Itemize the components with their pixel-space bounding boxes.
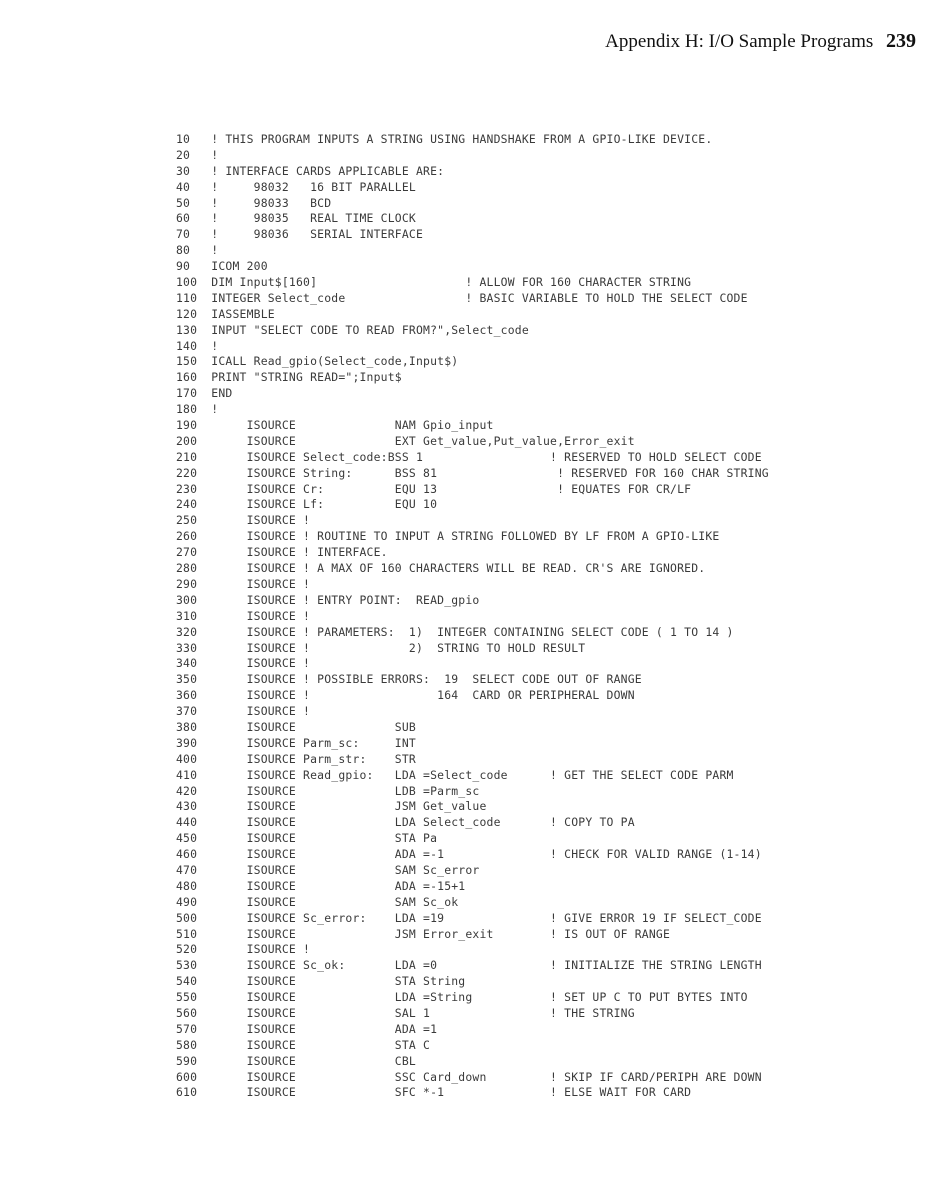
code-line: 320 ISOURCE ! PARAMETERS: 1) INTEGER CONTAINING SELECT CODE ( 1 TO 14 ) (176, 624, 734, 639)
code-line: 510 ISOURCE JSM Error_exit ! IS OUT OF RANGE (176, 926, 671, 941)
code-line: 230 ISOURCE Cr: EQU 13 ! EQUATES FOR CR/LF (176, 481, 692, 496)
code-line: 480 ISOURCE ADA =-15+1 (176, 878, 466, 893)
code-line: 100 DIM Input$[160] ! ALLOW FOR 160 CHARACTER STRING (176, 275, 692, 290)
code-line: 90 ICOM 200 (176, 259, 268, 274)
code-line: 390 ISOURCE Parm_sc: INT (176, 735, 416, 750)
code-line: 70 ! 98036 SERIAL INTERFACE (176, 227, 424, 242)
code-line: 360 ISOURCE ! 164 CARD OR PERIPHERAL DOWN (176, 688, 635, 703)
code-line: 300 ISOURCE ! ENTRY POINT: READ_gpio (176, 592, 480, 607)
code-line: 580 ISOURCE STA C (176, 1037, 431, 1052)
code-line: 60 ! 98035 REAL TIME CLOCK (176, 211, 416, 226)
code-line: 330 ISOURCE ! 2) STRING TO HOLD RESULT (176, 640, 586, 655)
code-line: 40 ! 98032 16 BIT PARALLEL (176, 179, 416, 194)
code-line: 570 ISOURCE ADA =1 (176, 1021, 438, 1036)
code-line: 120 IASSEMBLE (176, 306, 275, 321)
code-line: 10 ! THIS PROGRAM INPUTS A STRING USING HANDSHAKE FROM A GPIO-LIKE DEVICE. (176, 132, 713, 146)
code-line: 130 INPUT "SELECT CODE TO READ FROM?",Select_code (176, 322, 529, 337)
code-line: 110 INTEGER Select_code ! BASIC VARIABLE TO HOLD THE SELECT CODE (176, 290, 748, 305)
code-line: 240 ISOURCE Lf: EQU 10 (176, 497, 438, 512)
code-line: 590 ISOURCE CBL (176, 1053, 416, 1068)
code-line: 180 ! (176, 402, 219, 417)
code-line: 500 ISOURCE Sc_error: LDA =19 ! GIVE ERROR 19 IF SELECT_CODE (176, 910, 762, 925)
code-line: 560 ISOURCE SAL 1 ! THE STRING (176, 1005, 635, 1020)
code-line: 380 ISOURCE SUB (176, 719, 416, 734)
code-line: 440 ISOURCE LDA Select_code ! COPY TO PA (176, 815, 635, 830)
code-line: 190 ISOURCE NAM Gpio_input (176, 418, 494, 433)
code-line: 30 ! INTERFACE CARDS APPLICABLE ARE: (176, 163, 445, 178)
code-line: 530 ISOURCE Sc_ok: LDA =0 ! INITIALIZE THE STRING LENGTH (176, 958, 762, 973)
code-line: 140 ! (176, 338, 219, 353)
code-line: 420 ISOURCE LDB =Parm_sc (176, 783, 480, 798)
code-line: 270 ISOURCE ! INTERFACE. (176, 545, 388, 560)
page-number: 239 (886, 30, 916, 52)
code-line: 290 ISOURCE ! (176, 576, 311, 591)
header-title: Appendix H: I/O Sample Programs (605, 31, 874, 52)
code-line: 220 ISOURCE String: BSS 81 ! RESERVED FOR 160 CHAR STRING (176, 465, 769, 480)
code-line: 600 ISOURCE SSC Card_down ! SKIP IF CARD/PERIPH ARE DOWN (176, 1069, 762, 1084)
code-line: 20 ! (176, 147, 219, 162)
code-line: 80 ! (176, 243, 219, 258)
code-line: 260 ISOURCE ! ROUTINE TO INPUT A STRING FOLLOWED BY LF FROM A GPIO-LIKE (176, 529, 720, 544)
code-line: 400 ISOURCE Parm_str: STR (176, 751, 416, 766)
code-line: 250 ISOURCE ! (176, 513, 311, 528)
code-line: 200 ISOURCE EXT Get_value,Put_value,Error_exit (176, 433, 635, 448)
code-line: 470 ISOURCE SAM Sc_error (176, 862, 480, 877)
program-listing (176, 132, 876, 1101)
code-line: 450 ISOURCE STA Pa (176, 831, 438, 846)
code-line: 430 ISOURCE JSM Get_value (176, 799, 487, 814)
code-line: 610 ISOURCE SFC *-1 ! ELSE WAIT FOR CARD (176, 1085, 692, 1100)
code-line: 170 END (176, 386, 233, 401)
code-line: 490 ISOURCE SAM Sc_ok (176, 894, 459, 909)
code-line: 520 ISOURCE ! (176, 942, 311, 957)
code-line: 410 ISOURCE Read_gpio: LDA =Select_code ! GET THE SELECT CODE PARM (176, 767, 734, 782)
code-line: 460 ISOURCE ADA =-1 ! CHECK FOR VALID RANGE (1-14) (176, 847, 762, 862)
code-line: 340 ISOURCE ! (176, 656, 311, 671)
code-line: 210 ISOURCE Select_code:BSS 1 ! RESERVED TO HOLD SELECT CODE (176, 449, 762, 464)
code-line: 370 ISOURCE ! (176, 704, 311, 719)
code-line: 310 ISOURCE ! (176, 608, 311, 623)
code-line: 350 ISOURCE ! POSSIBLE ERRORS: 19 SELECT CODE OUT OF RANGE (176, 672, 642, 687)
code-line: 160 PRINT "STRING READ=";Input$ (176, 370, 402, 385)
code-line: 50 ! 98033 BCD (176, 195, 332, 210)
code-line: 280 ISOURCE ! A MAX OF 160 CHARACTERS WILL BE READ. CR'S ARE IGNORED. (176, 561, 706, 576)
code-line: 540 ISOURCE STA String (176, 974, 466, 989)
code-line: 550 ISOURCE LDA =String ! SET UP C TO PUT BYTES INTO (176, 990, 748, 1005)
running-header (605, 30, 916, 53)
code-line: 150 ICALL Read_gpio(Select_code,Input$) (176, 354, 459, 369)
